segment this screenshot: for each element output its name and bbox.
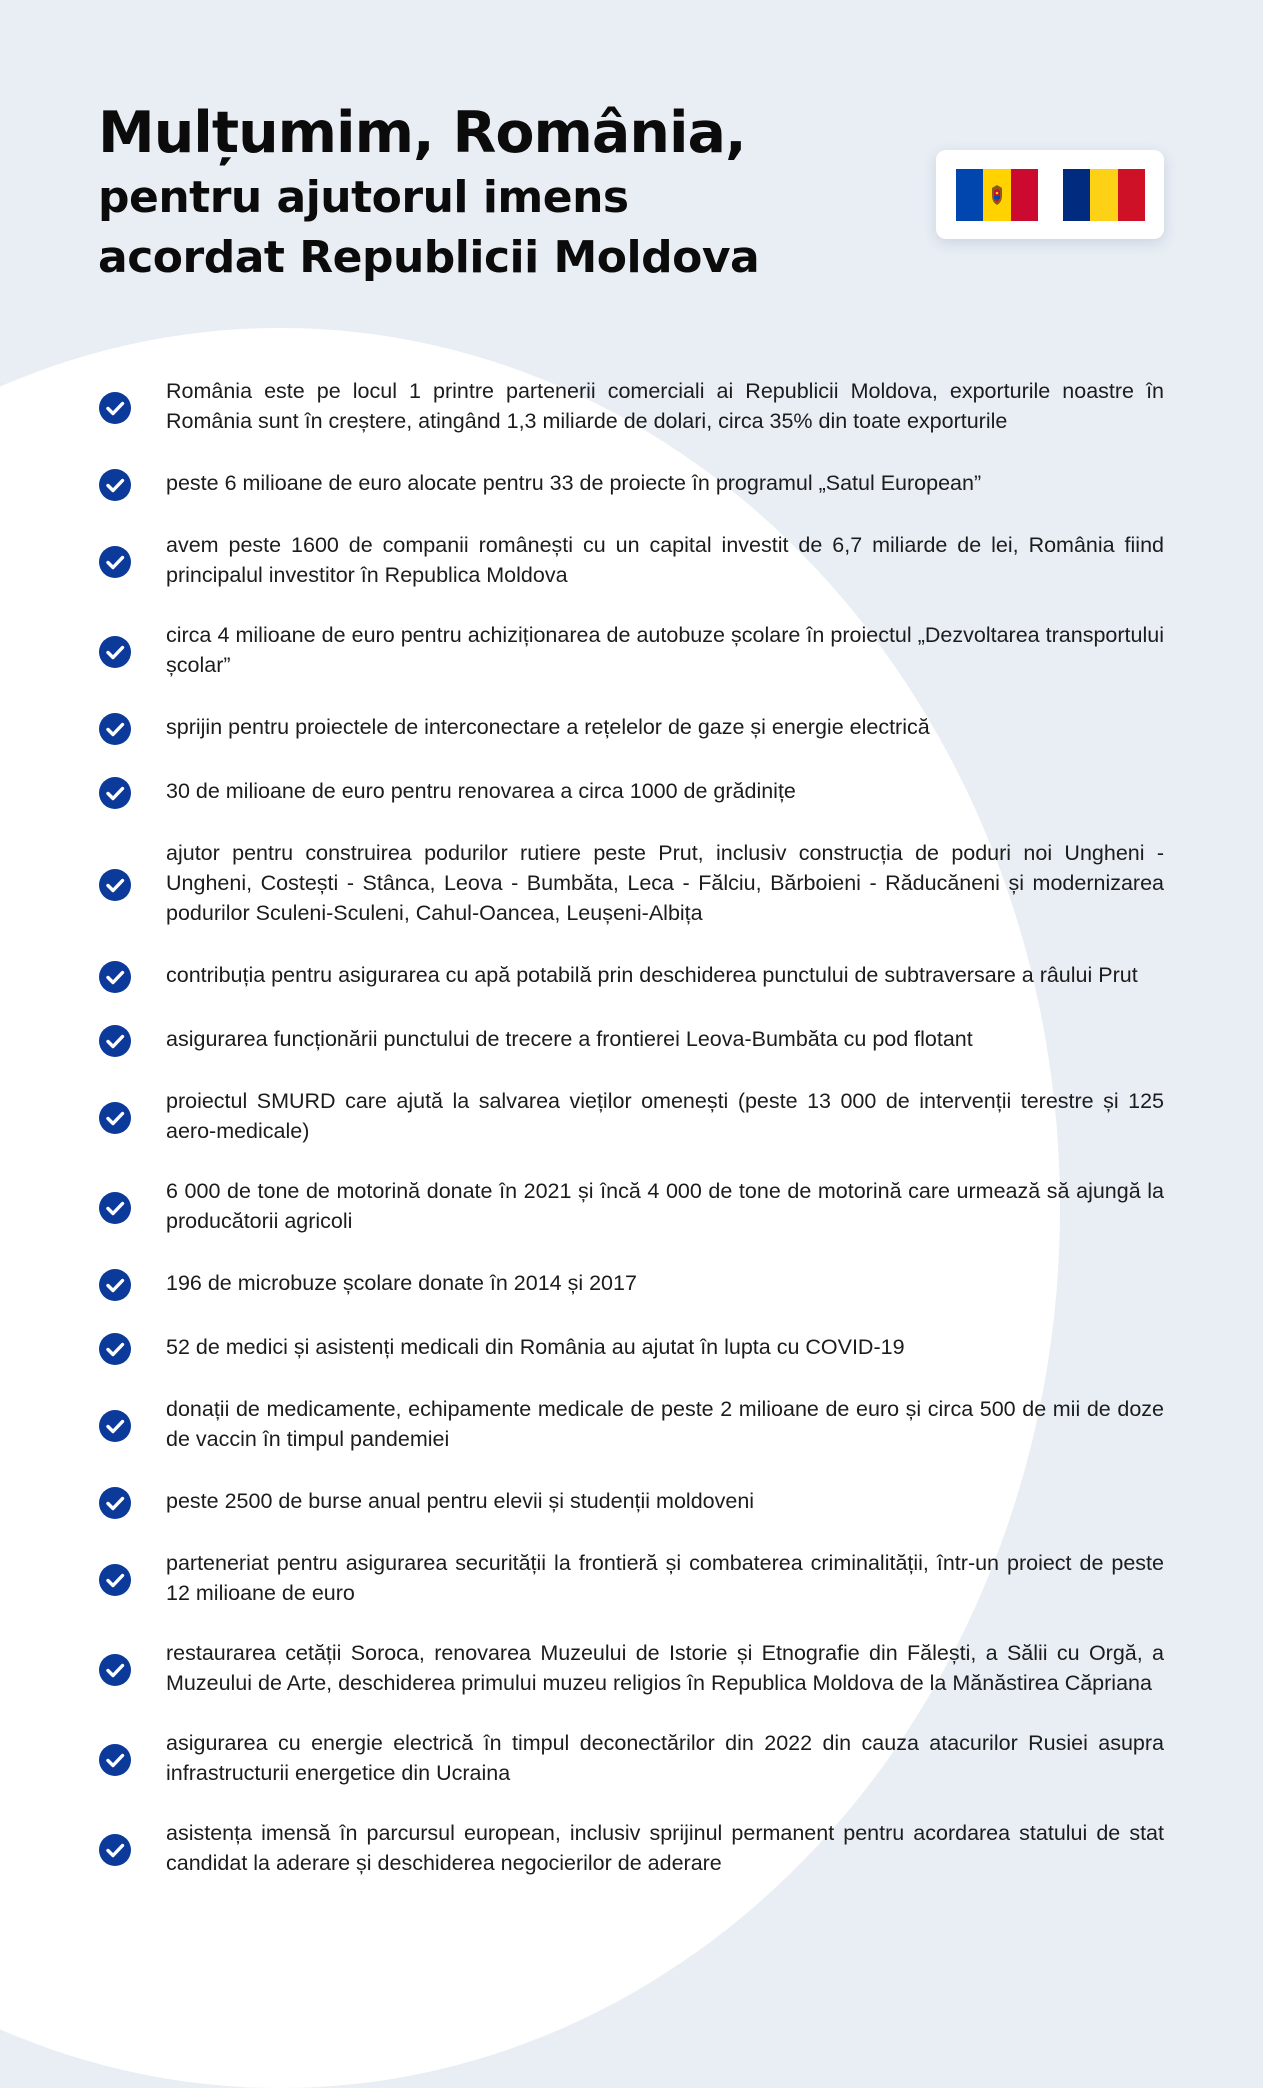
- list-item-text: restaurarea cetății Soroca, renovarea Muzeului de Istorie și Etnografie din Fălești, a Sălii cu Orgă, a Muzeului de Arte, deschiderea primului muzeu religios în Republica Moldova de la Mănăstirea Căpriana: [166, 1641, 1164, 1695]
- list-item: [98, 1484, 1164, 1518]
- page-subtitle-line-1: pentru ajutorul imens: [98, 172, 629, 223]
- check-circle-icon: [98, 1268, 132, 1302]
- moldova-flag: [956, 169, 1038, 221]
- check-circle-icon: [98, 1191, 132, 1225]
- list-item-text: peste 2500 de burse anual pentru elevii și studenții moldoveni: [166, 1489, 755, 1513]
- page-header: [98, 98, 759, 288]
- list-item-text: sprijin pentru proiectele de interconectare a rețelelor de gaze și energie electrică: [166, 715, 930, 739]
- check-circle-icon: [98, 391, 132, 425]
- check-circle-icon: [98, 1743, 132, 1777]
- list-item-text: 196 de microbuze școlare donate în 2014 și 2017: [166, 1271, 637, 1295]
- list-item: [98, 1086, 1164, 1146]
- check-circle-icon: [98, 1024, 132, 1058]
- check-circle-icon: [98, 1486, 132, 1520]
- page-title: Mulțumim, România,: [98, 100, 746, 166]
- list-item-text: parteneriat pentru asigurarea securității la frontieră și combaterea criminalității, într-un proiect de peste 12 milioane de euro: [166, 1551, 1164, 1605]
- list-item: [98, 466, 1164, 500]
- list-item: [98, 620, 1164, 680]
- aid-list: [98, 376, 1164, 1908]
- list-item-text: proiectul SMURD care ajută la salvarea vieților omenești (peste 13 000 de intervenții terestre și 125 aero-medicale): [166, 1089, 1164, 1143]
- check-circle-icon: [98, 776, 132, 810]
- list-item: [98, 838, 1164, 928]
- list-item: [98, 1266, 1164, 1300]
- check-circle-icon: [98, 1833, 132, 1867]
- romania-flag-yellow-stripe: [1090, 169, 1117, 221]
- list-item-text: asistența imensă în parcursul european, inclusiv sprijinul permanent pentru acordarea statului de stat candidat la aderare și deschiderea negocierilor de aderare: [166, 1821, 1164, 1875]
- check-circle-icon: [98, 1563, 132, 1597]
- check-circle-icon: [98, 545, 132, 579]
- check-circle-icon: [98, 635, 132, 669]
- page-subtitle-line-2: acordat Republicii Moldova: [98, 232, 760, 283]
- list-item-text: 30 de milioane de euro pentru renovarea a circa 1000 de grădinițe: [166, 779, 796, 803]
- list-item: [98, 1394, 1164, 1454]
- romania-flag-red-stripe: [1118, 169, 1145, 221]
- list-item: [98, 1176, 1164, 1236]
- list-item: [98, 1638, 1164, 1698]
- list-item-text: peste 6 milioane de euro alocate pentru 33 de proiecte în programul „Satul European”: [166, 471, 982, 495]
- list-item: [98, 1728, 1164, 1788]
- list-item-text: România este pe locul 1 printre partenerii comerciali ai Republicii Moldova, exporturile noastre în România sunt în creștere, atingând 1,3 miliarde de dolari, circa 35% din toate exporturile: [166, 379, 1164, 433]
- list-item-text: 6 000 de tone de motorină donate în 2021 și încă 4 000 de tone de motorină care urmează să ajungă la producătorii agricoli: [166, 1179, 1164, 1233]
- check-circle-icon: [98, 712, 132, 746]
- romania-flag-blue-stripe: [1063, 169, 1090, 221]
- list-item-text: donații de medicamente, echipamente medicale de peste 2 milioane de euro și circa 500 de mii de doze de vaccin în timpul pandemiei: [166, 1397, 1164, 1451]
- moldova-flag-blue-stripe: [956, 169, 983, 221]
- check-circle-icon: [98, 468, 132, 502]
- moldova-flag-yellow-stripe: [983, 169, 1010, 221]
- list-item-text: asigurarea cu energie electrică în timpul deconectărilor din 2022 din cauza atacurilor Rusiei asupra infrastructurii energetice din Ucraina: [166, 1731, 1164, 1785]
- flags-card: [936, 150, 1164, 239]
- romania-flag: [1063, 169, 1145, 221]
- list-item-text: contribuția pentru asigurarea cu apă potabilă prin deschiderea punctului de subtraversare a râului Prut: [166, 963, 1138, 987]
- list-item-text: asigurarea funcționării punctului de trecere a frontierei Leova-Bumbăta cu pod flotant: [166, 1027, 973, 1051]
- list-item: [98, 774, 1164, 808]
- list-item: [98, 1330, 1164, 1364]
- check-circle-icon: [98, 1101, 132, 1135]
- list-item: [98, 1548, 1164, 1608]
- moldova-coat-of-arms-icon: [990, 184, 1004, 206]
- list-item: [98, 376, 1164, 436]
- list-item: [98, 1022, 1164, 1056]
- check-circle-icon: [98, 960, 132, 994]
- check-circle-icon: [98, 1653, 132, 1687]
- check-circle-icon: [98, 1332, 132, 1366]
- moldova-flag-red-stripe: [1011, 169, 1038, 221]
- list-item: [98, 958, 1164, 992]
- check-circle-icon: [98, 1409, 132, 1443]
- list-item: [98, 530, 1164, 590]
- list-item: [98, 710, 1164, 744]
- list-item-text: circa 4 milioane de euro pentru achiziționarea de autobuze școlare în proiectul „Dezvoltarea transportului școlar”: [166, 623, 1164, 677]
- list-item: [98, 1818, 1164, 1878]
- list-item-text: 52 de medici și asistenți medicali din România au ajutat în lupta cu COVID-19: [166, 1335, 905, 1359]
- check-circle-icon: [98, 868, 132, 902]
- list-item-text: ajutor pentru construirea podurilor rutiere peste Prut, inclusiv construcția de poduri noi Ungheni - Ungheni, Costești - Stânca, Leova - Bumbăta, Leca - Fălciu, Bărboieni - Răducăneni și modernizarea podurilor Sculeni-Sculeni, Cahul-Oancea, Leușeni-Albița: [166, 841, 1164, 925]
- list-item-text: avem peste 1600 de companii românești cu un capital investit de 6,7 miliarde de lei, România fiind principalul investitor în Republica Moldova: [166, 533, 1164, 587]
